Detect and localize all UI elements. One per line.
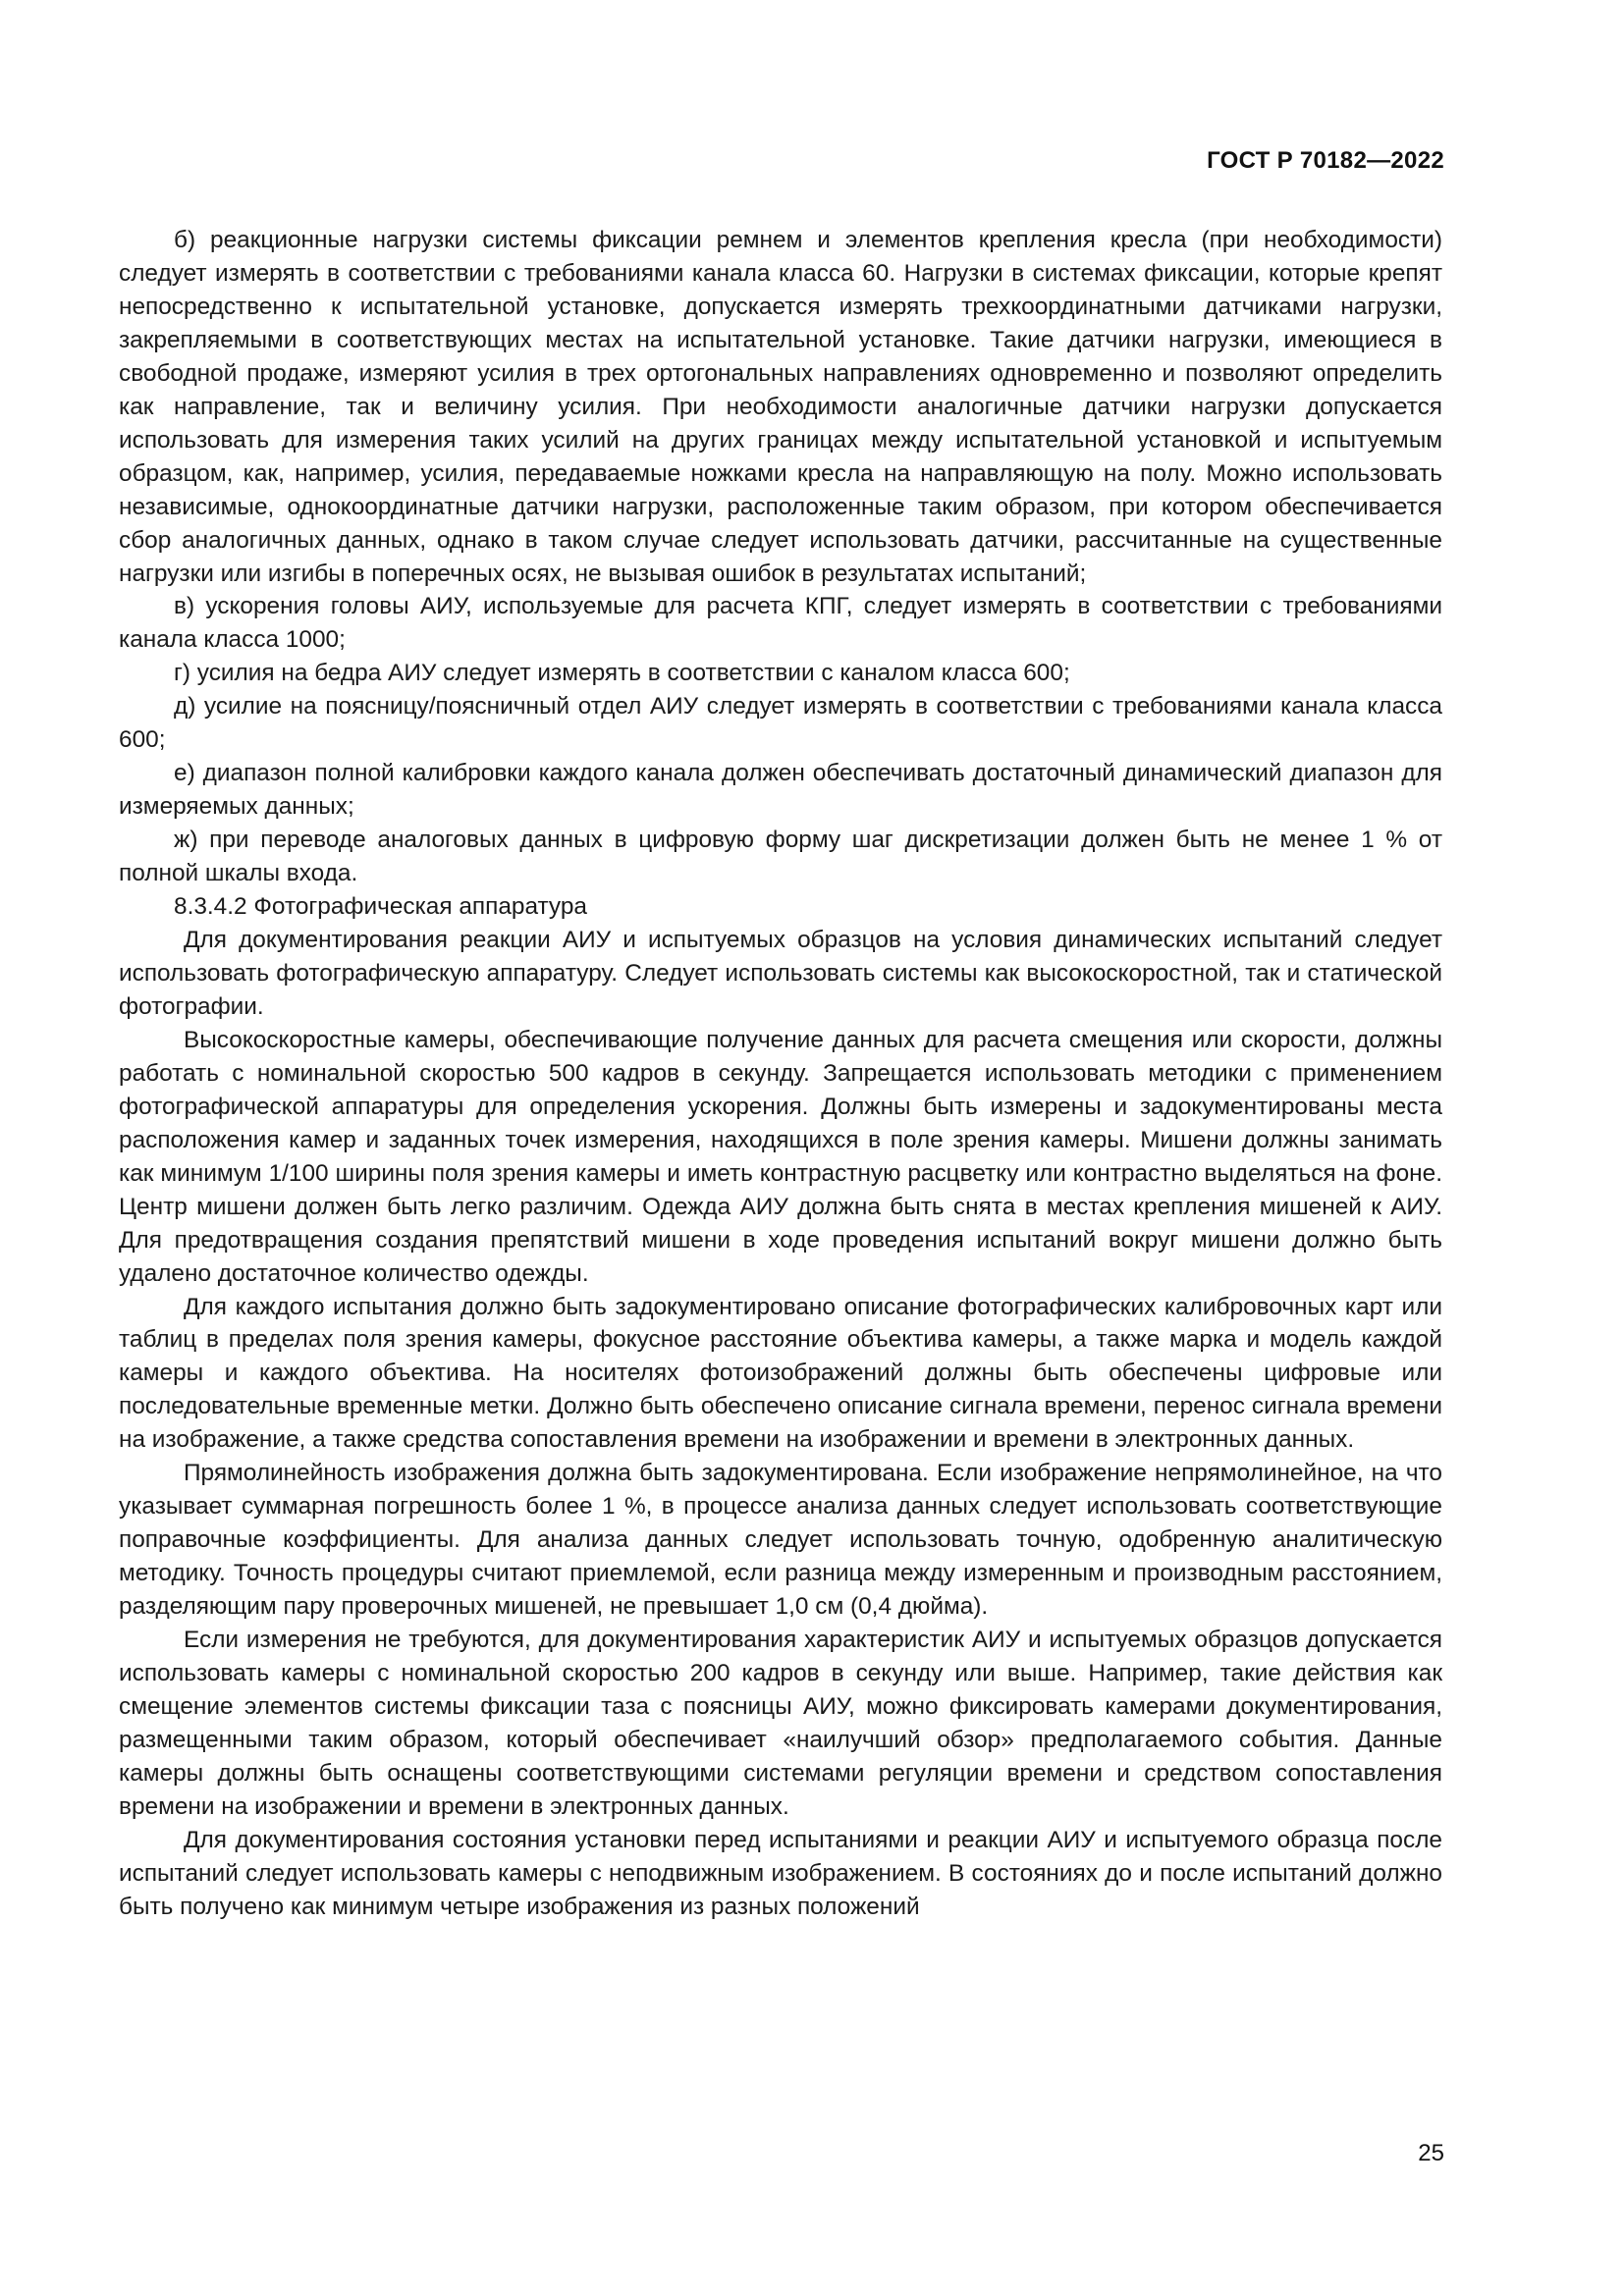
body-paragraph: Если измерения не требуются, для документирования характеристик АИУ и испытуемых образцов допускается использовать камеры с номинальной скоростью 200 кадров в секунду или выше. Например, такие действия как смещение элементов системы фиксации таза с поясницы АИУ, можно фиксировать камерами документирования, размещенными таким образом, который обеспечивает «наилучший обзор» предполагаемого события. Данные камеры должны быть оснащены соответствующими системами регуляции времени и средством сопоставления времени на изображении и времени в электронных данных. [119,1627,1442,1820]
clause-g: г) усилия на бедра АИУ следует измерять в соответствии с каналом класса 600; [174,660,1070,687]
body-paragraph: Для документирования состояния установки перед испытаниями и реакции АИУ и испытуемого образца после испытаний следует использовать камеры с неподвижным изображением. В состояниях до и после испытаний должно быть получено как минимум четыре изображения из разных положений [119,1826,1442,1920]
clause-v: в) ускорения головы АИУ, используемые для расчета КПГ, следует измерять в соответствии с требованиями канала класса 1000; [119,593,1442,654]
clause-zh: ж) при переводе аналоговых данных в цифровую форму шаг дискретизации должен быть не менее 1 % от полной шкалы входа. [119,827,1442,887]
section-heading-8-3-4-2: 8.3.4.2 Фотографическая аппаратура [174,893,587,921]
body-paragraph: Для каждого испытания должно быть задокументировано описание фотографических калибровочных карт или таблиц в пределах поля зрения камеры, фокусное расстояние объектива камеры, а также марка и модель каждой камеры и каждого объектива. На носителях фотоизображений должны быть обеспечены цифровые или последовательные временные метки. Должно быть обеспечено описание сигнала времени, перенос сигнала времени на изображение, а также средства сопоставления времени на изображении и времени в электронных данных. [119,1293,1442,1454]
body-paragraph: Высокоскоростные камеры, обеспечивающие получение данных для расчета смещения или скорости, должны работать с номинальной скоростью 500 кадров в секунду. Запрещается использовать методики с применением фотографической аппаратуры для определения ускорения. Должны быть измерены и задокументированы места расположения камер и заданных точек измерения, находящихся в поле зрения камеры. Мишени должны занимать как минимум 1/100 ширины поля зрения камеры и иметь контрастную расцветку или контрастно выделяться на фоне. Центр мишени должен быть легко различим. Одежда АИУ должна быть снята в местах крепления мишеней к АИУ. Для предотвращения создания препятствий мишени в ходе проведения испытаний вокруг мишени должно быть удалено достаточное количество одежды. [119,1026,1442,1287]
clause-d: д) усилие на поясницу/поясничный отдел АИУ следует измерять в соответствии с требованиями канала класса 600; [119,693,1442,754]
document-body [119,224,1442,1924]
body-paragraph: Прямолинейность изображения должна быть задокументирована. Если изображение непрямолинейное, на что указывает суммарная погрешность более 1 %, в процессе анализа данных следует использовать соответствующие поправочные коэффициенты. Для анализа данных следует использовать точную, одобренную аналитическую методику. Точность процедуры считают приемлемой, если разница между измеренным и производным расстоянием, разделяющим пару проверочных мишеней, не превышает 1,0 см (0,4 дюйма). [119,1460,1442,1621]
clause-b: б) реакционные нагрузки системы фиксации ремнем и элементов крепления кресла (при необходимости) следует измерять в соответствии с требованиями канала класса 60. Нагрузки в системах фиксации, которые крепят непосредственно к испытательной установке, допускается измерять трехкоординатными датчиками нагрузки, закрепляемыми в соответствующих местах на испытательной установке. Такие датчики нагрузки, имеющиеся в свободной продаже, измеряют усилия в трех ортогональных направлениях одновременно и позволяют определить как направление, так и величину усилия. При необходимости аналогичные датчики нагрузки допускается использовать для измерения таких усилий на других границах между испытательной установкой и испытуемым образцом, как, например, усилия, передаваемые ножками кресла на направляющую на полу. Можно использовать независимые, однокоординатные датчики нагрузки, расположенные таким образом, при котором обеспечивается сбор аналогичных данных, однако в таком случае следует использовать датчики, рассчитанные на существенные нагрузки или изгибы в поперечных осях, не вызывая ошибок в результатах испытаний; [119,227,1442,587]
document-code-header: ГОСТ Р 70182—2022 [1207,147,1444,174]
body-paragraph: Для документирования реакции АИУ и испытуемых образцов на условия динамических испытаний следует использовать фотографическую аппаратуру. Следует использовать системы как высокоскоростной, так и статической фотографии. [119,927,1442,1020]
page-number: 25 [1418,2140,1444,2166]
clause-e: е) диапазон полной калибровки каждого канала должен обеспечивать достаточный динамический диапазон для измеряемых данных; [119,760,1442,821]
